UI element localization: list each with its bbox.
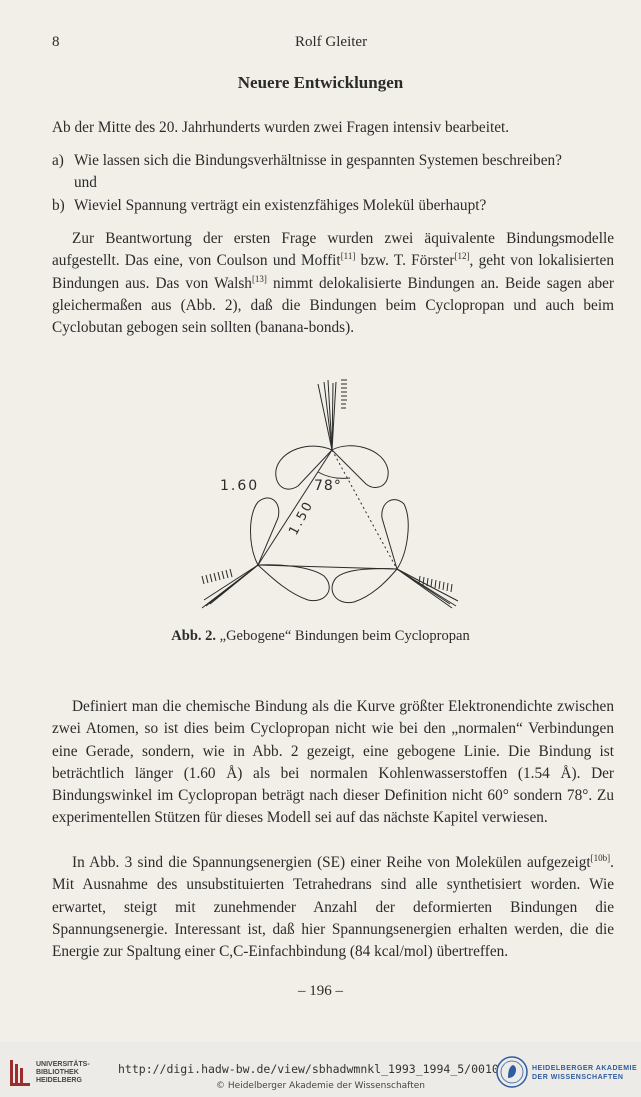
angle-label: 78° bbox=[314, 478, 342, 494]
question-a bbox=[52, 150, 614, 195]
question-b-text: Wieviel Spannung verträgt ein existenzfähiges Molekül überhaupt? bbox=[74, 197, 487, 214]
orbital-lobes-left bbox=[251, 498, 330, 601]
paragraph-bonding-models: Zur Beantwortung der ersten Frage wurden zwei äquivalente Bindungsmodelle aufgestellt. Das eine, von Coulson und Moffit[11] bzw. T. Förster[12], geht von lokalisierten Bindungen aus. Das von Walsh[13] nimmt delokalisierte Bindungen an. Beide sagen aber gleichermaßen aus (Abb. 2), daß die Bindungen beim Cyclopropan und auch beim Cyclobutan gebogen sein sollten (banana-bonds). bbox=[52, 230, 614, 337]
question-b bbox=[52, 195, 614, 217]
copyright-line: © Heidelberger Akademie der Wissenschaften bbox=[216, 1081, 425, 1091]
right-substituent-fan bbox=[397, 569, 458, 608]
source-url[interactable]: http://digi.hadw-bw.de/view/sbhadwmnkl_1993_1994_5/0010 bbox=[118, 1062, 499, 1076]
straight-bond-line bbox=[258, 450, 332, 565]
paragraph-bond-definition: Definiert man die chemische Bindung als die Kurve größter Elektronendichte zwischen zwei Atomen, so ist dies beim Cyclopropan nicht wie bei den „normalen“ Verbindungen eine Gerade, sondern, wie in Abb. 2 gezeigt, eine gebogene Linie. Die Bindung ist beträchtlich länger (1.60 Å) als bei normalen Kohlenwasserstoffen (1.54 Å). Der Bindungswinkel im Cyclopropan beträgt nach dieser Definition nicht 60° sondern 78°. Zu experimentellen Stützen für dieses Modell sei auf das nächste Kapitel verwiesen. bbox=[52, 698, 614, 827]
question-a-label: a) bbox=[52, 152, 64, 169]
intro-paragraph: Ab der Mitte des 20. Jahrhunderts wurden zwei Fragen intensiv bearbeitet. bbox=[52, 119, 510, 136]
footer-bar bbox=[0, 1042, 641, 1097]
question-a-text: Wie lassen sich die Bindungsverhältnisse in gespannten Systemen beschreiben? und bbox=[74, 152, 562, 192]
base-bond-line bbox=[258, 565, 397, 569]
section-title: Neuere Entwicklungen bbox=[237, 73, 404, 92]
orbital-lobes-right bbox=[332, 500, 408, 603]
caption-text: „Gebogene“ Bindungen beim Cyclopropan bbox=[216, 628, 470, 644]
reference-13: [13] bbox=[251, 273, 267, 284]
figure-caption bbox=[0, 628, 641, 645]
bond-length-label-bent: 1.60 bbox=[220, 478, 260, 494]
paragraph-strain-energies: In Abb. 3 sind die Spannungsenergien (SE) einer Reihe von Molekülen aufgezeigt[10b]. Mit Ausnahme des unsubstituierten Tetrahedrans sind alle synthetisiert worden. Wie erwartet, steigt mit zunehmender Anzahl der deformierten Bindungen die Spannungsenergie. Interessant ist, daß hier Spannungsenergien erhalten werden, die die Energie zur Spaltung einer C,C-Einfachbindung (84 kcal/mol) übertreffen. bbox=[52, 853, 614, 961]
reference-11: [11] bbox=[340, 251, 356, 262]
left-substituent-fan bbox=[202, 565, 258, 608]
bond-length-label-straight: 1.50 bbox=[286, 498, 317, 538]
university-library-name: UNIVERSITÄTS- BIBLIOTHEK HEIDELBERG bbox=[36, 1061, 90, 1084]
top-substituent-fan bbox=[318, 380, 347, 450]
cyclopropane-bent-bonds-figure bbox=[190, 368, 480, 618]
academy-seal-icon bbox=[496, 1056, 528, 1088]
running-head: Rolf Gleiter bbox=[295, 34, 368, 50]
caption-label: Abb. 2. bbox=[171, 628, 217, 644]
page-marker: – 196 – bbox=[298, 983, 343, 999]
page-number: 8 bbox=[52, 34, 60, 50]
reference-12: [12] bbox=[454, 251, 470, 262]
academy-name: HEIDELBERGER AKADEMIE DER WISSENSCHAFTEN bbox=[532, 1065, 638, 1081]
question-b-label: b) bbox=[52, 197, 65, 214]
reference-10b: [10b] bbox=[590, 853, 611, 863]
